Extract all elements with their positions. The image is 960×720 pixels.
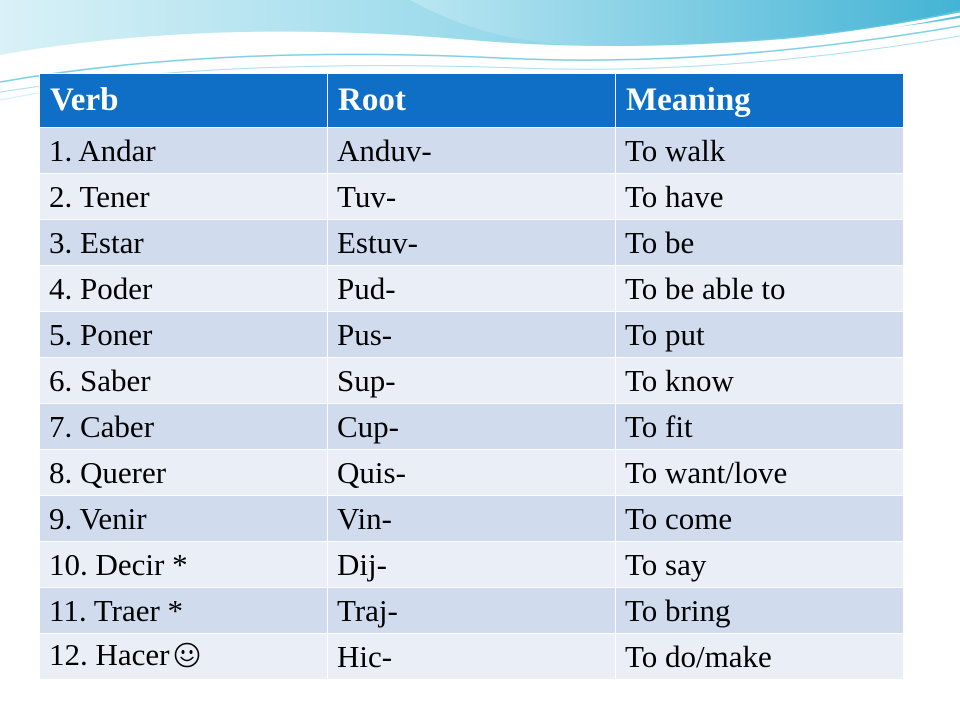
header-verb: Verb	[40, 74, 328, 128]
meaning-cell: To want/love	[616, 450, 904, 496]
root-cell: Pus-	[328, 312, 616, 358]
table-row	[40, 174, 904, 220]
table-row	[40, 588, 904, 634]
verb-cell: 11. Traer *	[40, 588, 328, 634]
meaning-cell: To be able to	[616, 266, 904, 312]
meaning-cell: To do/make	[616, 634, 904, 680]
table-row	[40, 266, 904, 312]
verb-cell: 3. Estar	[40, 220, 328, 266]
root-cell: Anduv-	[328, 128, 616, 174]
meaning-cell: To walk	[616, 128, 904, 174]
meaning-cell: To fit	[616, 404, 904, 450]
verb-cell: 6. Saber	[40, 358, 328, 404]
table-row	[40, 312, 904, 358]
root-cell: Quis-	[328, 450, 616, 496]
smiley-face-icon	[174, 640, 200, 676]
root-cell: Vin-	[328, 496, 616, 542]
table-row	[40, 450, 904, 496]
table-header-row	[40, 74, 904, 128]
root-cell: Tuv-	[328, 174, 616, 220]
verb-cell: 8. Querer	[40, 450, 328, 496]
verb-table	[39, 73, 904, 680]
verb-cell: 9. Venir	[40, 496, 328, 542]
verb-cell: 7. Caber	[40, 404, 328, 450]
verb-cell	[40, 634, 328, 680]
root-cell: Traj-	[328, 588, 616, 634]
meaning-cell: To know	[616, 358, 904, 404]
table-row	[40, 358, 904, 404]
meaning-cell: To come	[616, 496, 904, 542]
meaning-cell: To have	[616, 174, 904, 220]
verb-cell: 4. Poder	[40, 266, 328, 312]
table-row	[40, 128, 904, 174]
verb-cell: 10. Decir *	[40, 542, 328, 588]
root-cell: Sup-	[328, 358, 616, 404]
meaning-cell: To be	[616, 220, 904, 266]
table-row	[40, 404, 904, 450]
verb-cell-text: 12. Hacer	[49, 637, 170, 672]
table-row	[40, 496, 904, 542]
root-cell: Hic-	[328, 634, 616, 680]
root-cell: Pud-	[328, 266, 616, 312]
header-root: Root	[328, 74, 616, 128]
header-meaning: Meaning	[616, 74, 904, 128]
table-row	[40, 220, 904, 266]
verb-cell: 1. Andar	[40, 128, 328, 174]
meaning-cell: To bring	[616, 588, 904, 634]
root-cell: Dij-	[328, 542, 616, 588]
root-cell: Estuv-	[328, 220, 616, 266]
verb-cell: 5. Poner	[40, 312, 328, 358]
meaning-cell: To say	[616, 542, 904, 588]
meaning-cell: To put	[616, 312, 904, 358]
table-row	[40, 634, 904, 680]
verb-cell: 2. Tener	[40, 174, 328, 220]
table-row	[40, 542, 904, 588]
root-cell: Cup-	[328, 404, 616, 450]
